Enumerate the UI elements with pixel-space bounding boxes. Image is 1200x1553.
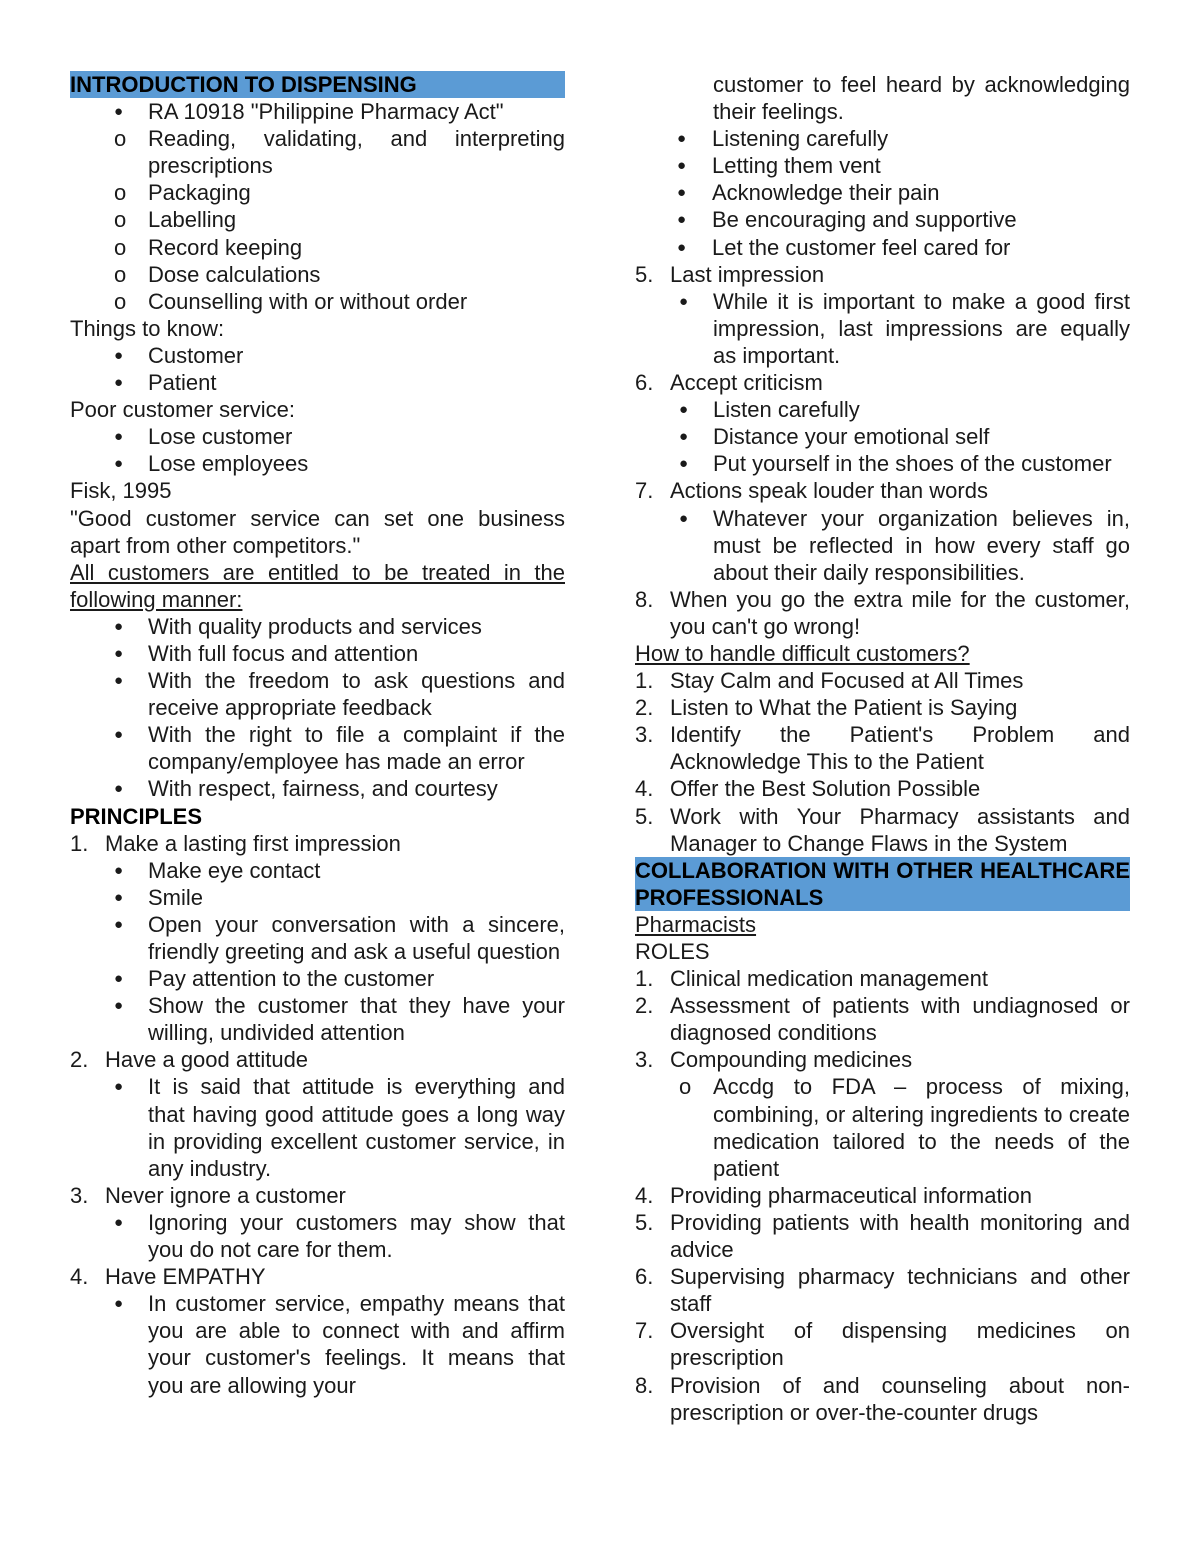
list-item: 3. Compounding medicines (635, 1046, 1130, 1073)
list-item: ● Lose customer (70, 423, 565, 450)
list-item: o Counselling with or without order (70, 288, 565, 315)
list-item: ● Acknowledge their pain (635, 179, 1130, 206)
manner-list (70, 613, 565, 803)
list-item: ● Be encouraging and supportive (635, 206, 1130, 233)
section-heading-collaboration: COLLABORATION WITH OTHER HEALTHCARE PROFESSIONALS (635, 857, 1130, 910)
list-item: ● It is said that attitude is everything and that having good attitude goes a long way in providing excellent customer service, in any industry. (70, 1073, 565, 1181)
list-item: ● Smile (70, 884, 565, 911)
roles-label: ROLES (635, 939, 710, 964)
principle-title: 7. Actions speak louder than words (635, 477, 1130, 504)
principle-title: 3. Never ignore a customer (70, 1182, 565, 1209)
list-item: 2. Assessment of patients with undiagnosed or diagnosed conditions (635, 992, 1130, 1046)
principle-title: 2. Have a good attitude (70, 1046, 565, 1073)
intro-list (70, 98, 565, 315)
right-column (635, 71, 1130, 1426)
list-item: ● Pay attention to the customer (70, 965, 565, 992)
list-item: 1. Clinical medication management (635, 965, 1130, 992)
principle-title: 8. When you go the extra mile for the customer, you can't go wrong! (635, 586, 1130, 640)
list-item: o Labelling (70, 206, 565, 233)
principle-title: 6. Accept criticism (635, 369, 1130, 396)
list-item: 3. Identify the Patient's Problem and Acknowledge This to the Patient (635, 721, 1130, 775)
list-item: 5. Work with Your Pharmacy assistants and Manager to Change Flaws in the System (635, 803, 1130, 857)
principle-title: 5. Last impression (635, 261, 1130, 288)
list-item: ● With the freedom to ask questions and receive appropriate feedback (70, 667, 565, 721)
list-item: ● Make eye contact (70, 857, 565, 884)
list-item: ● Patient (70, 369, 565, 396)
list-item: 4. Providing pharmaceutical information (635, 1182, 1130, 1209)
list-item: ● Let the customer feel cared for (635, 234, 1130, 261)
section-heading-principles: PRINCIPLES (70, 803, 203, 829)
section-heading-introduction: INTRODUCTION TO DISPENSING (70, 71, 565, 98)
principle-title: 4. Have EMPATHY (70, 1263, 565, 1290)
list-item: 8. Provision of and counseling about non-prescription or over-the-counter drugs (635, 1372, 1130, 1426)
entitled-heading: All customers are entitled to be treated in the following manner: (70, 559, 565, 612)
difficult-customers-list (635, 667, 1130, 857)
list-item: ● RA 10918 "Philippine Pharmacy Act" (70, 98, 565, 125)
principle-title: 1. Make a lasting first impression (70, 830, 565, 857)
list-item: ● Listen carefully (635, 396, 1130, 423)
list-item: ● With respect, fairness, and courtesy (70, 775, 565, 802)
list-item: ● While it is important to make a good first impression, last impressions are equally as important. (635, 288, 1130, 369)
list-item: o Reading, validating, and interpreting prescriptions (70, 125, 565, 179)
list-item-continuation: customer to feel heard by acknowledging their feelings. (713, 72, 1130, 125)
list-item: ● With the right to file a complaint if the company/employee has made an error (70, 721, 565, 775)
list-item: 1. Stay Calm and Focused at All Times (635, 667, 1130, 694)
poor-service-list (70, 423, 565, 477)
list-item: ● Whatever your organization believes in, must be reflected in how every staff go about their daily responsibilities. (635, 505, 1130, 586)
poor-service-label: Poor customer service: (70, 397, 295, 423)
list-item: 4. Offer the Best Solution Possible (635, 775, 1130, 802)
list-item: 7. Oversight of dispensing medicines on prescription (635, 1317, 1130, 1371)
list-item: 6. Supervising pharmacy technicians and other staff (635, 1263, 1130, 1317)
left-column (70, 71, 565, 1399)
principles-list-right (635, 71, 1130, 640)
things-to-know-label: Things to know: (70, 315, 225, 341)
difficult-customers-heading: How to handle difficult customers? (635, 640, 970, 666)
list-item: 5. Providing patients with health monitoring and advice (635, 1209, 1130, 1263)
list-item: ● In customer service, empathy means that you are able to connect with and affirm your customer's feelings. It means that you are allowing your (70, 1290, 565, 1398)
list-item: ● Letting them vent (635, 152, 1130, 179)
list-item: ● With full focus and attention (70, 640, 565, 667)
quote: "Good customer service can set one business apart from other competitors." (70, 505, 565, 558)
list-item: ● Show the customer that they have your willing, undivided attention (70, 992, 565, 1046)
list-item: o Packaging (70, 179, 565, 206)
list-item: ● Open your conversation with a sincere, friendly greeting and ask a useful question (70, 911, 565, 965)
list-item: ● With quality products and services (70, 613, 565, 640)
pharmacists-heading: Pharmacists (635, 911, 757, 937)
list-item: 2. Listen to What the Patient is Saying (635, 694, 1130, 721)
list-item: ● Listening carefully (635, 125, 1130, 152)
principles-list-left (70, 830, 565, 1399)
list-item: ● Put yourself in the shoes of the customer (635, 450, 1130, 477)
list-item: o Record keeping (70, 234, 565, 261)
list-item: o Accdg to FDA – process of mixing, combining, or altering ingredients to create medication tailored to the needs of the patient (635, 1073, 1130, 1181)
citation: Fisk, 1995 (70, 478, 172, 504)
list-item: ● Ignoring your customers may show that you do not care for them. (70, 1209, 565, 1263)
things-list (70, 342, 565, 396)
list-item: o Dose calculations (70, 261, 565, 288)
list-item: ● Lose employees (70, 450, 565, 477)
list-item: ● Distance your emotional self (635, 423, 1130, 450)
roles-list (635, 965, 1130, 1426)
list-item: ● Customer (70, 342, 565, 369)
